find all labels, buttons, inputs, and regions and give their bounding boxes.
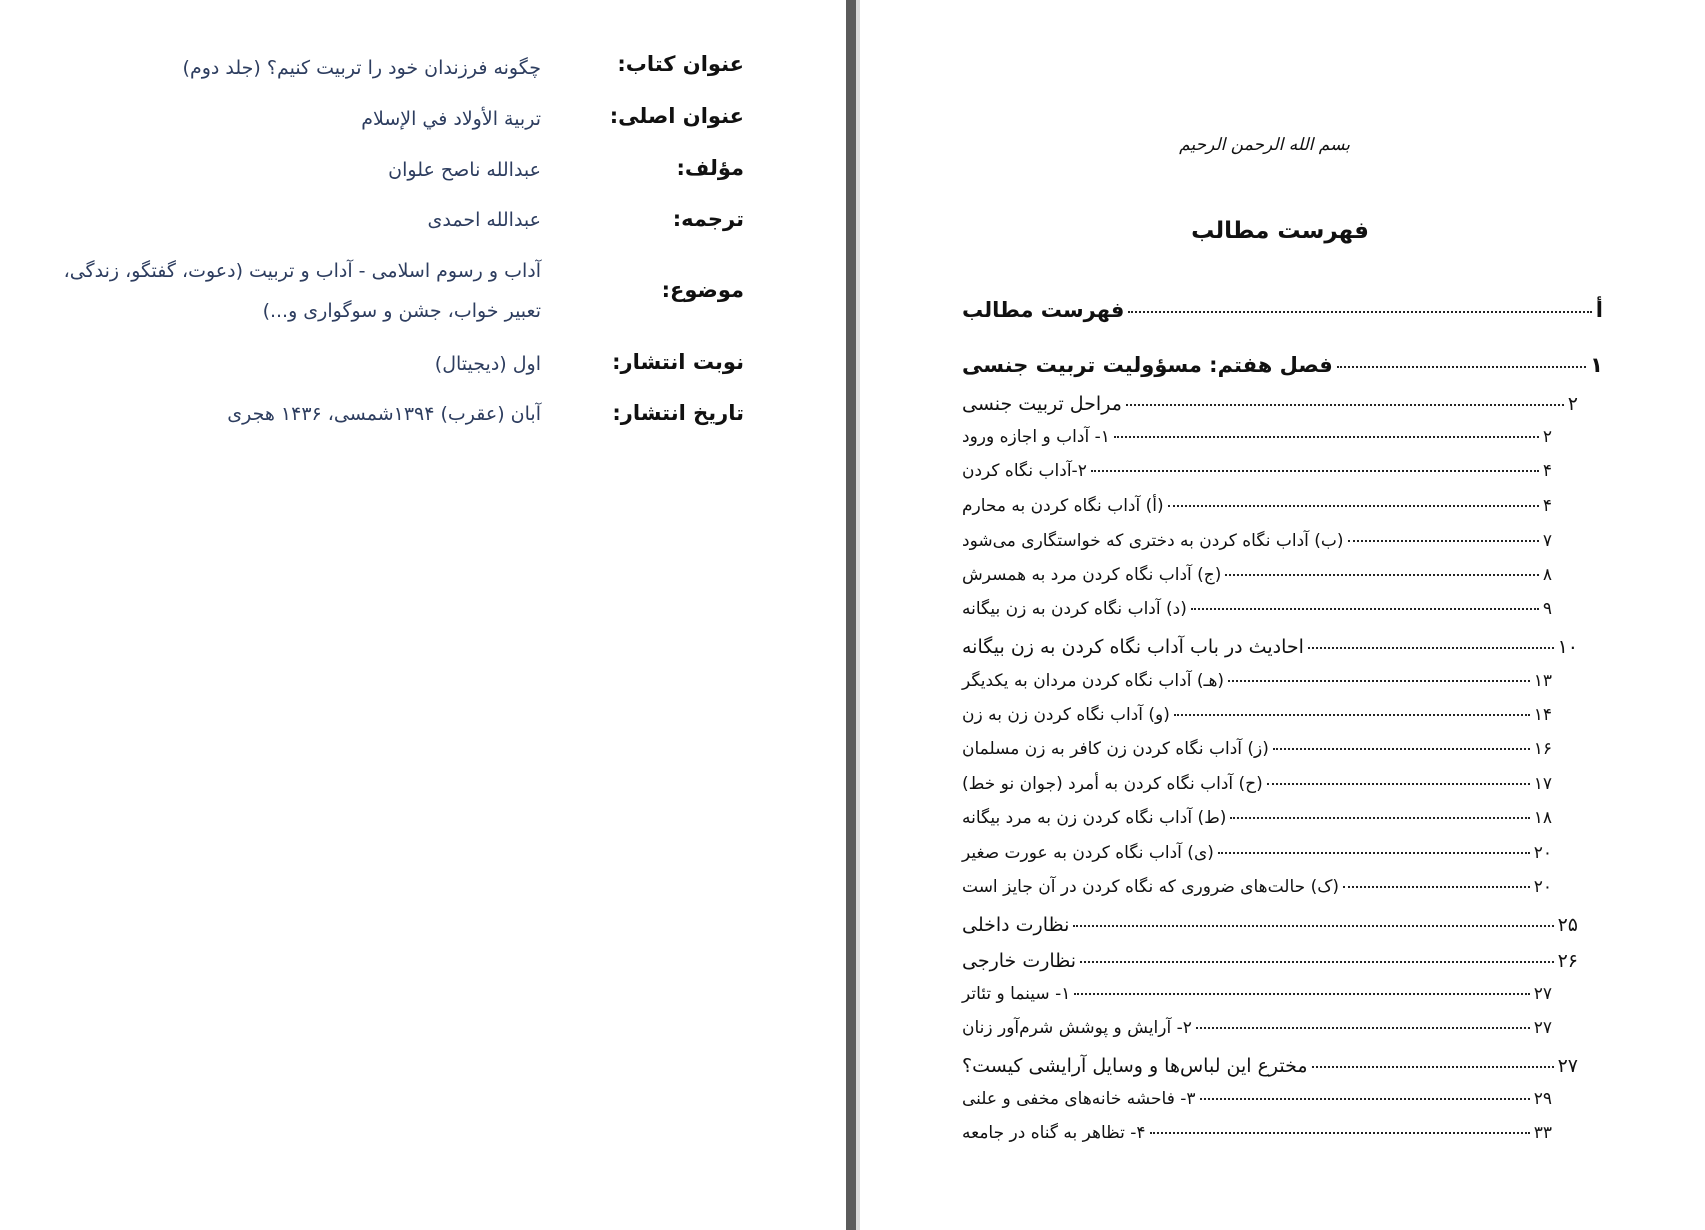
- author-label: مؤلف:: [676, 156, 744, 180]
- toc-entry-title: (ک) حالت‌های ضروری که نگاه کردن در آن جایز است: [962, 877, 1340, 898]
- toc-entry-title: نظارت خارجی: [962, 949, 1077, 972]
- toc-entry-page-number: ۱۶: [1533, 739, 1552, 760]
- toc-page: [860, 0, 1705, 1230]
- toc-leader-dots: [1150, 1112, 1530, 1134]
- toc-leader-dots: [1191, 588, 1539, 610]
- toc-leader-dots: [1174, 694, 1530, 716]
- toc-entry-title: (هـ) آداب نگاه کردن مردان به یکدیگر: [962, 671, 1225, 692]
- toc-entry-title: نظارت داخلی: [962, 913, 1070, 936]
- toc-leader-dots: [1312, 1043, 1554, 1068]
- toc-entry-title: احادیث در باب آداب نگاه کردن به زن بیگانه: [962, 635, 1304, 658]
- toc-entry-page-number: ۱۴: [1533, 705, 1552, 726]
- toc-entry[interactable]: [962, 906, 1578, 936]
- toc-entry[interactable]: [962, 1082, 1552, 1109]
- toc-entry[interactable]: [962, 592, 1552, 619]
- toc-entry-title: (د) آداب نگاه کردن به زن بیگانه: [962, 599, 1187, 620]
- toc-entry-page-number: ۲: [1542, 427, 1552, 448]
- toc-leader-dots: [1080, 938, 1554, 963]
- toc-entry-title: (أ) آداب نگاه کردن به محارم: [962, 496, 1164, 517]
- original-title-value: تربية الأولاد في الإسلام: [361, 108, 541, 130]
- toc-entry-title: ۳- فاحشه خانه‌های مخفی و علنی: [962, 1089, 1196, 1110]
- toc-leader-dots: [1228, 660, 1530, 682]
- toc-leader-dots: [1168, 485, 1539, 507]
- translator-label: ترجمه:: [672, 207, 744, 231]
- toc-entry-page-number: ۲۷: [1533, 1018, 1552, 1039]
- toc-entry[interactable]: [962, 628, 1578, 658]
- toc-leader-dots: [1200, 1078, 1530, 1100]
- toc-entry-title: ۱- سینما و تئاتر: [962, 984, 1071, 1005]
- original-title-label: عنوان اصلی:: [609, 104, 744, 128]
- toc-entry-page-number: ۸: [1542, 565, 1552, 586]
- toc-leader-dots: [1196, 1007, 1530, 1029]
- toc-entry-page-number: ۲۷: [1557, 1054, 1578, 1077]
- book-info-page: [0, 0, 846, 1230]
- toc-leader-dots: [1073, 902, 1553, 927]
- toc-entry-title: (ز) آداب نگاه کردن زن کافر به زن مسلمان: [962, 739, 1269, 760]
- toc-leader-dots: [1308, 624, 1554, 649]
- toc-entry[interactable]: [962, 420, 1552, 447]
- toc-entry-title: (ب) آداب نگاه کردن به دختری که خواستگاری می‌شود: [962, 531, 1344, 552]
- toc-entry-page-number: ۱۷: [1533, 774, 1552, 795]
- toc-entry-page-number: ۳۳: [1533, 1123, 1552, 1144]
- toc-entry-page-number: ۱۰: [1557, 635, 1578, 658]
- toc-leader-dots: [1273, 728, 1530, 750]
- toc-leader-dots: [1074, 973, 1529, 995]
- toc-entry[interactable]: [962, 664, 1552, 691]
- subject-value-line2: تعبیر خواب، جشن و سوگواری و...): [262, 300, 541, 322]
- toc-entry-page-number: ۲۷: [1533, 984, 1552, 1005]
- toc-list: [860, 0, 1705, 1230]
- toc-leader-dots: [1267, 763, 1530, 785]
- toc-entry-title: ۲-آداب نگاه کردن: [962, 461, 1087, 482]
- toc-entry-page-number: ۷: [1542, 531, 1552, 552]
- toc-entry-page-number: ۱۸: [1533, 808, 1552, 829]
- toc-leader-dots: [1225, 554, 1538, 576]
- toc-leader-dots: [1091, 450, 1539, 472]
- toc-entry-page-number: ۴: [1542, 461, 1552, 482]
- toc-entry[interactable]: [962, 345, 1603, 377]
- toc-entry[interactable]: [962, 1011, 1552, 1038]
- toc-leader-dots: [1126, 381, 1564, 406]
- toc-leader-dots: [1343, 866, 1530, 888]
- toc-entry-page-number: ۱۳: [1533, 671, 1552, 692]
- toc-entry-page-number: أ: [1595, 298, 1603, 323]
- toc-entry-page-number: ۲۰: [1533, 843, 1552, 864]
- toc-entry-page-number: ۲۶: [1557, 949, 1578, 972]
- subject-label: موضوع:: [661, 278, 744, 302]
- toc-entry-title: ۱- آداب و اجازه ورود: [962, 427, 1110, 448]
- book-title-value: چگونه فرزندان خود را تربیت کنیم؟ (جلد دوم): [182, 57, 541, 79]
- toc-entry-title: فهرست مطالب: [962, 298, 1125, 323]
- toc-leader-dots: [1348, 520, 1539, 542]
- toc-entry[interactable]: [962, 558, 1552, 585]
- toc-entry-title: مراحل تربیت جنسی: [962, 392, 1122, 415]
- toc-entry-page-number: ۹: [1542, 599, 1552, 620]
- author-value: عبدالله ناصح علوان: [388, 159, 541, 181]
- toc-entry[interactable]: [962, 290, 1603, 322]
- publish-date-label: تاریخ انتشار:: [612, 401, 744, 425]
- toc-leader-dots: [1337, 341, 1586, 368]
- publish-date-value: آبان (عقرب) ۱۳۹۴شمسی، ۱۴۳۶ هجری: [227, 403, 541, 425]
- toc-entry[interactable]: [962, 977, 1552, 1004]
- toc-entry[interactable]: [962, 942, 1578, 972]
- toc-heading: فهرست مطالب: [1191, 218, 1369, 244]
- toc-entry[interactable]: [962, 524, 1552, 551]
- toc-entry-title: (و) آداب نگاه کردن زن به زن: [962, 705, 1170, 726]
- page-gutter: [846, 0, 856, 1230]
- book-title-label: عنوان کتاب:: [617, 52, 744, 76]
- toc-leader-dots: [1128, 286, 1591, 313]
- toc-leader-dots: [1218, 832, 1530, 854]
- toc-entry-page-number: ۲۵: [1557, 913, 1578, 936]
- toc-entry-title: ۲- آرایش و پوشش شرم‌آور زنان: [962, 1018, 1192, 1039]
- toc-entry-title: (ط) آداب نگاه کردن زن به مرد بیگانه: [962, 808, 1227, 829]
- edition-value: اول (دیجیتال): [434, 353, 541, 375]
- toc-entry[interactable]: [962, 801, 1552, 828]
- toc-entry-title: (ح) آداب نگاه کردن به أمرد (جوان نو خط): [962, 774, 1263, 795]
- translator-value: عبدالله احمدی: [427, 209, 541, 231]
- toc-entry-page-number: ۲۹: [1533, 1089, 1552, 1110]
- toc-entry[interactable]: [962, 489, 1552, 516]
- toc-entry[interactable]: [962, 698, 1552, 725]
- toc-entry-title: ۴- تظاهر به گناه در جامعه: [962, 1123, 1146, 1144]
- toc-leader-dots: [1230, 797, 1529, 819]
- toc-entry-title: (ی) آداب نگاه کردن به عورت صغیر: [962, 843, 1214, 864]
- toc-entry-title: فصل هفتم: مسؤولیت تربیت جنسی: [962, 353, 1333, 378]
- toc-entry[interactable]: [962, 1047, 1578, 1077]
- toc-entry-page-number: ۱: [1590, 353, 1603, 378]
- subject-value-line1: آداب و رسوم اسلامی - آداب و تربیت (دعوت، گفتگو، زندگی،: [63, 260, 541, 282]
- toc-entry-page-number: ۴: [1542, 496, 1552, 517]
- toc-entry-title: مخترع این لباس‌ها و وسایل آرایشی کیست؟: [962, 1054, 1308, 1077]
- basmala-text: بسم الله الرحمن الرحیم: [1179, 135, 1350, 155]
- toc-entry[interactable]: [962, 454, 1552, 481]
- toc-entry-page-number: ۲۰: [1533, 877, 1552, 898]
- toc-entry[interactable]: [962, 836, 1552, 863]
- toc-entry[interactable]: [962, 870, 1552, 897]
- toc-entry[interactable]: [962, 732, 1552, 759]
- toc-leader-dots: [1114, 416, 1539, 438]
- toc-entry-title: (ج) آداب نگاه کردن مرد به همسرش: [962, 565, 1222, 586]
- toc-entry-page-number: ۲: [1567, 392, 1578, 415]
- edition-label: نوبت انتشار:: [612, 350, 744, 374]
- toc-entry[interactable]: [962, 385, 1578, 415]
- toc-entry[interactable]: [962, 767, 1552, 794]
- toc-entry[interactable]: [962, 1116, 1552, 1143]
